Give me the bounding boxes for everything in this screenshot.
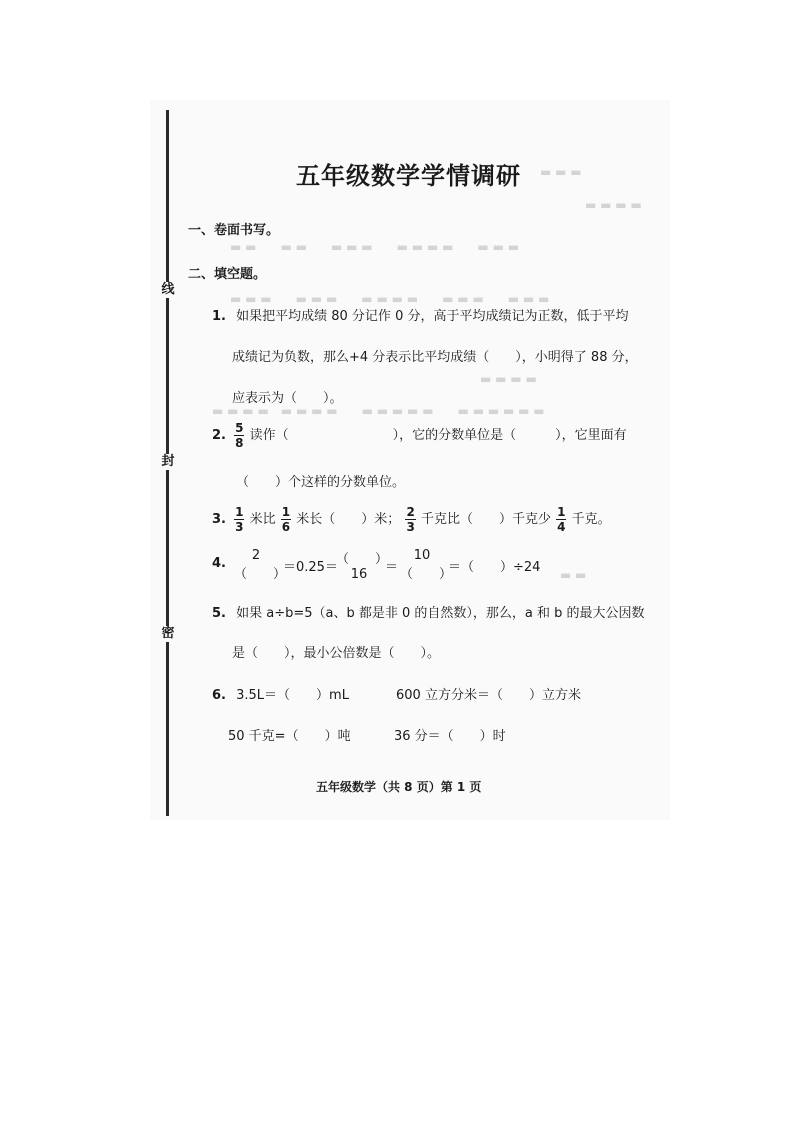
- fraction-five-eighths: $\frac{5}{8}$: [235, 421, 244, 450]
- page-title: 五年级数学学情调研: [296, 162, 521, 190]
- question-text: 如果 a÷b=5（a、b 都是非 0 的自然数），那么，a 和 b 的最大公因数: [236, 606, 645, 621]
- question-5: [212, 602, 645, 621]
- question-text: 如果把平均成绩 80 分记作 0 分，高于平均成绩记为正数，低于平均: [236, 309, 629, 324]
- section-handwriting: 一、卷面书写。: [188, 223, 280, 238]
- question-5-line-2: 是（ ），最小公倍数是（ ）。: [232, 646, 441, 661]
- question-2-line-2: （ ）个这样的分数单位。: [236, 475, 406, 490]
- question-number: 4.: [212, 556, 226, 571]
- question-number: 6.: [212, 688, 226, 703]
- fraction-10-over-blank: 10 （ ）: [400, 548, 453, 582]
- fraction-one-sixth: $\frac{1}{6}$: [281, 505, 291, 534]
- question-1: [212, 305, 628, 324]
- binding-label-xian: 线: [161, 282, 175, 297]
- fraction-one-quarter: $\frac{1}{4}$: [557, 505, 566, 534]
- question-number: 2.: [212, 428, 226, 443]
- question-number: 5.: [212, 606, 226, 621]
- section-fill-in: 二、填空题。: [188, 267, 267, 282]
- conversion-kilograms: 50 千克=（ ）吨: [228, 729, 351, 744]
- question-2: [212, 421, 627, 450]
- equals-0-25: ＝0.25＝: [283, 560, 338, 575]
- fraction-blank-over-16: （ ） 16: [336, 552, 389, 582]
- fraction-two-thirds: $\frac{2}{3}$: [406, 505, 415, 534]
- question-number: 3.: [212, 512, 226, 527]
- conversion-minutes: 36 分＝（ ）时: [394, 729, 506, 744]
- conversion-litres: 3.5L＝（ ）mL: [236, 688, 349, 703]
- question-3: 3. $\frac{1}{3}$ 米比 $\frac{1}{6}$ 米长（ ）米； $\frac{2}{3}$ 千克比（ ）千克少 $\frac{1}{4}$ 千克。: [212, 505, 611, 534]
- question-1-line-3: 应表示为（ ）。: [232, 391, 343, 406]
- fraction-one-third: $\frac{1}{3}$: [235, 505, 244, 534]
- question-text: 读作（ ），它的分数单位是（ ），它里面有: [249, 428, 627, 443]
- divide-by-24: ＝（ ）÷24: [448, 560, 541, 575]
- equals-sign: ＝: [385, 560, 399, 575]
- binding-label-feng: 封: [161, 454, 175, 469]
- page-footer: 五年级数学（共 8 页）第 1 页: [316, 780, 482, 794]
- conversion-cubic: 600 立方分米＝（ ）立方米: [396, 688, 581, 703]
- question-number: 1.: [212, 309, 226, 324]
- binding-label-mi: 密: [161, 626, 175, 641]
- fraction-2-over-blank: 2 （ ）: [234, 548, 287, 582]
- question-6: [212, 684, 349, 703]
- question-1-line-2: 成绩记为负数，那么+4 分表示比平均成绩（ ），小明得了 88 分，: [232, 350, 638, 365]
